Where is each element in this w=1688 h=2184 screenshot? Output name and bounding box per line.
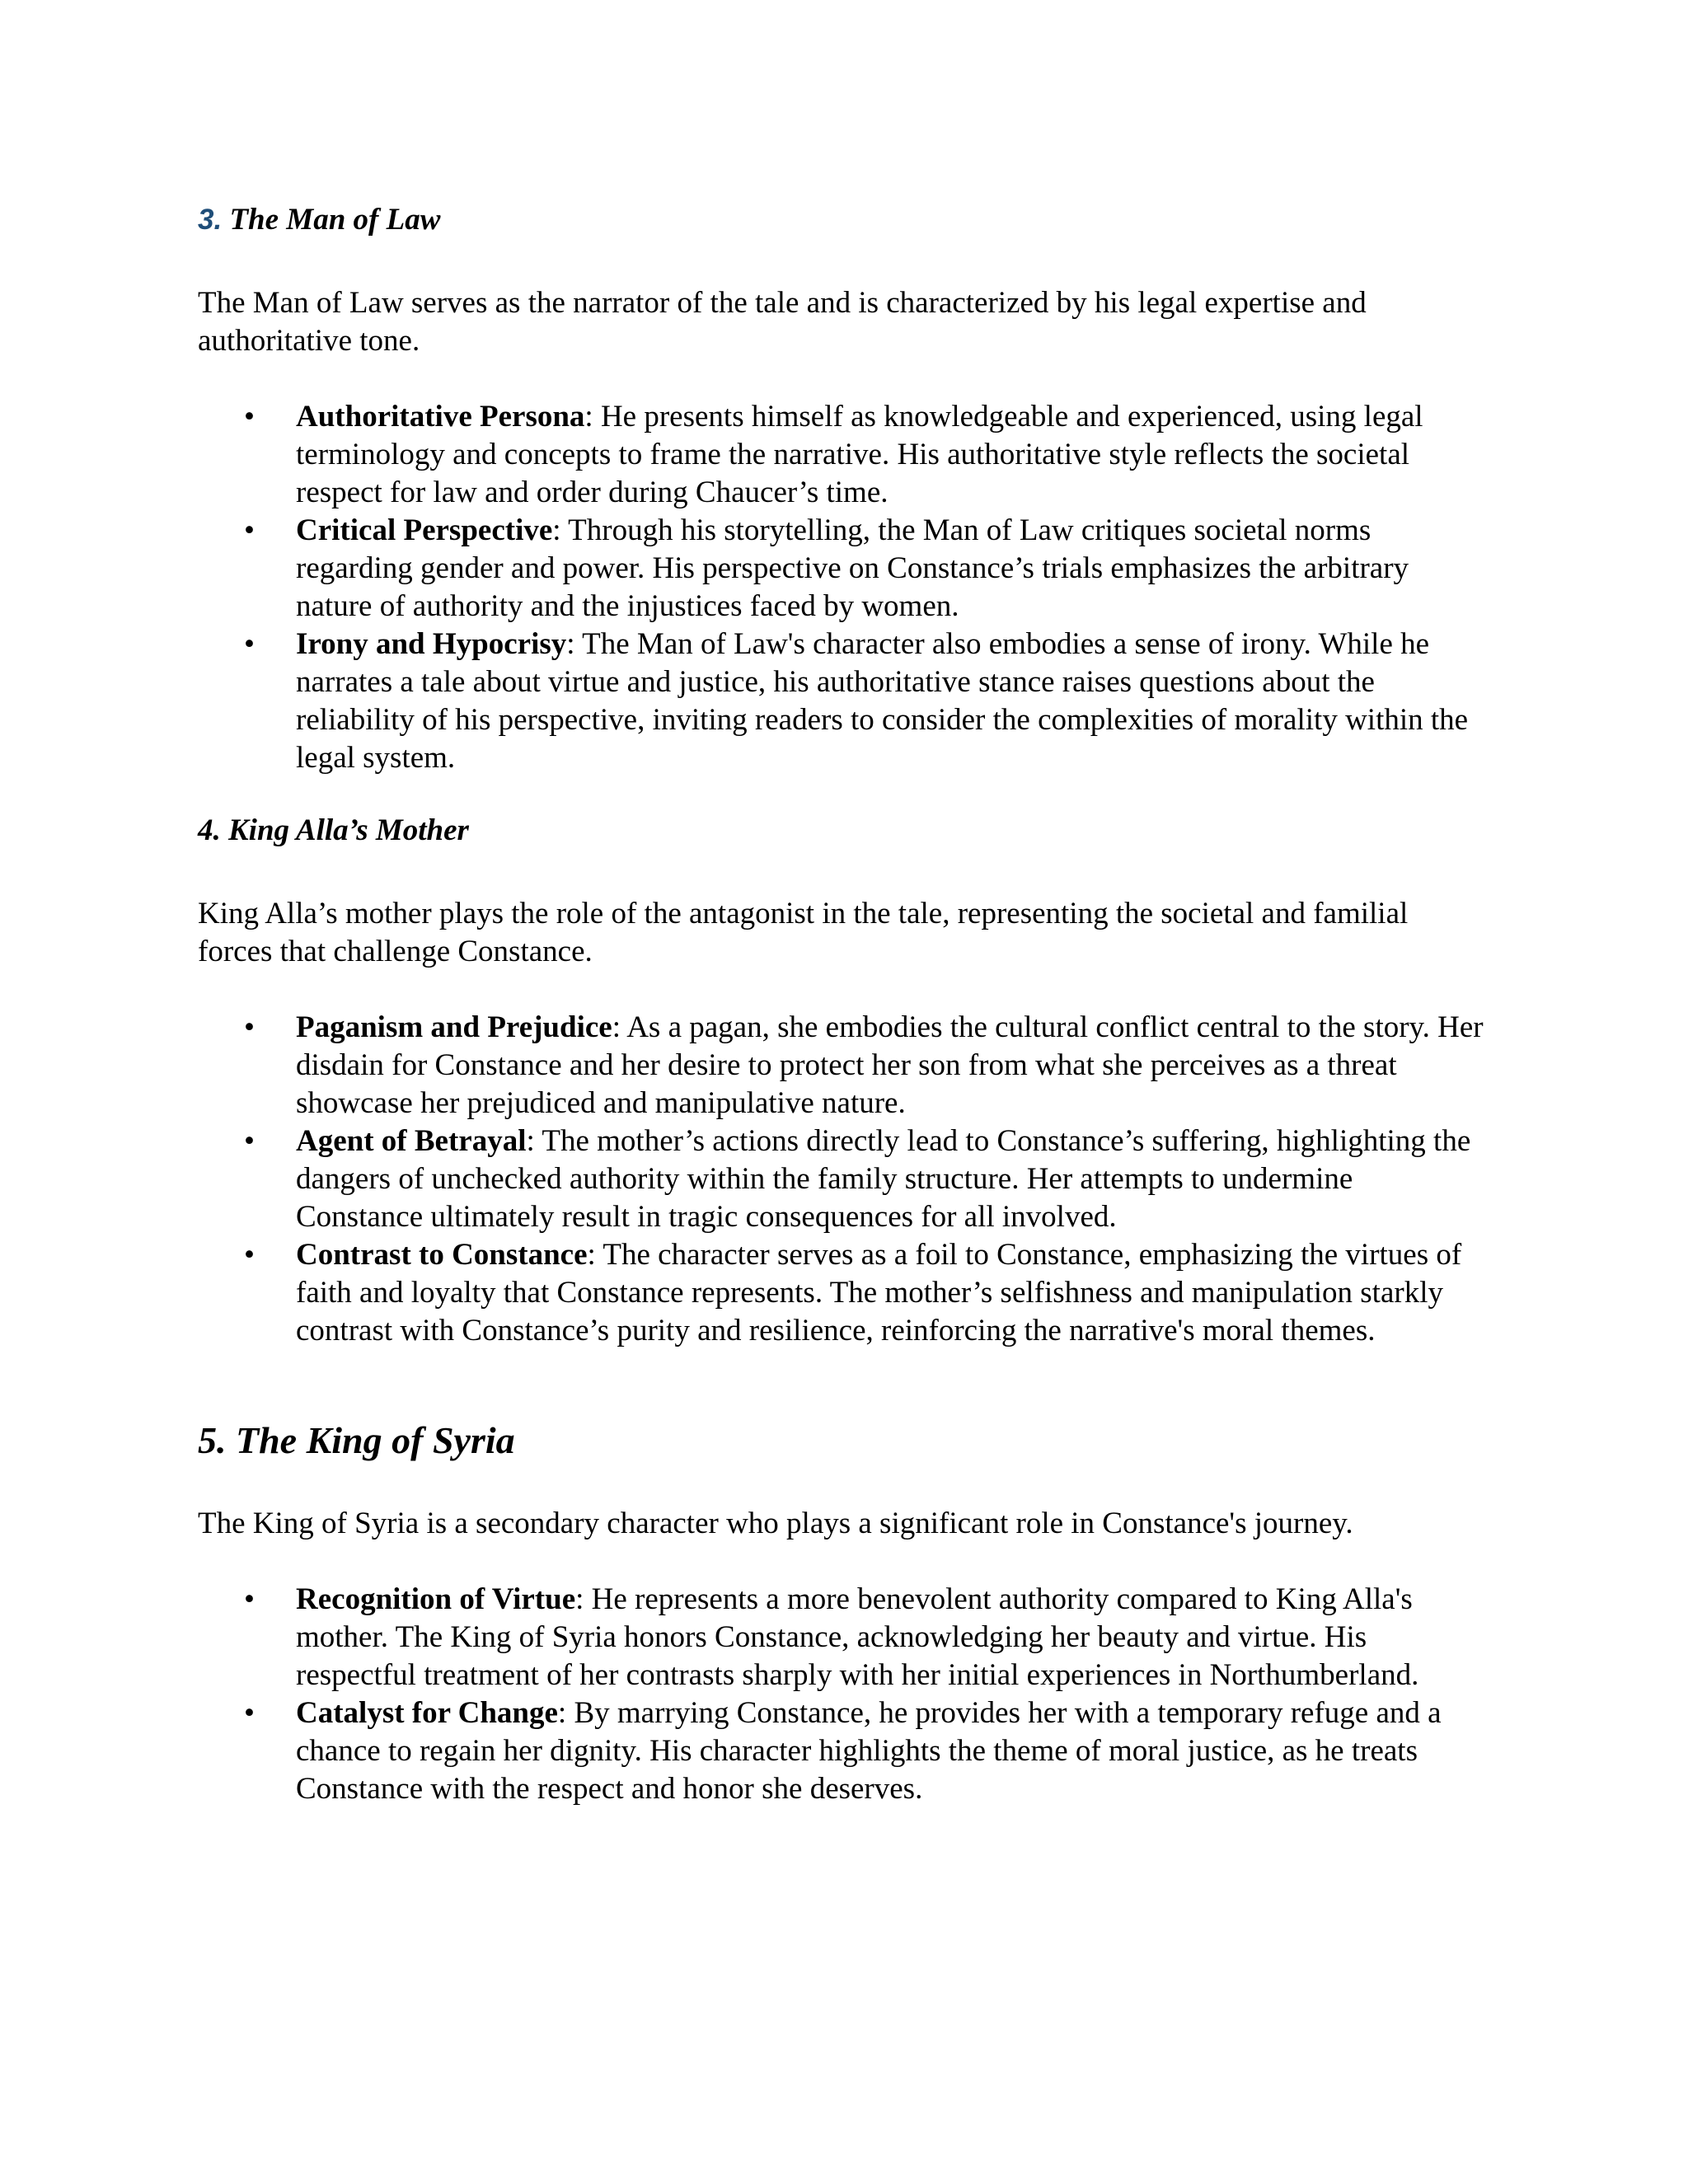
list-item	[198, 1581, 1484, 1694]
bullet-dot: •	[244, 1696, 255, 1730]
item-text: : Through his storytelling, the Man of Law critiques societal norms regarding gender and power. His perspective on Constance’s trials emphasizes the arbitrary nature of authority and the injustices faced by women.	[296, 513, 1409, 623]
bullet-list	[198, 1581, 1484, 1808]
item-term: Recognition of Virtue	[296, 1582, 576, 1616]
list-item	[198, 1236, 1484, 1350]
item-term: Irony and Hypocrisy	[296, 627, 567, 661]
bullet-dot: •	[244, 513, 255, 547]
item-text: : By marrying Constance, he provides her with a temporary refuge and a chance to regain her dignity. His character highlights the theme of moral justice, as he treats Constance with the respect and honor she deserves.	[296, 1696, 1442, 1806]
bullet-dot: •	[244, 1582, 255, 1616]
item-text: : The character serves as a foil to Constance, emphasizing the virtues of faith and loyalty that Constance represents. The mother’s selfishness and manipulation starkly contrast with Constance’s purity and resilience, reinforcing the narrative's moral themes.	[296, 1238, 1462, 1347]
section-title: The King of Syria	[236, 1419, 515, 1461]
section-intro-wrap	[198, 284, 1484, 360]
item-term: Paganism and Prejudice	[296, 1010, 612, 1044]
section-king-allas-mother	[198, 812, 1484, 850]
item-text: : The mother’s actions directly lead to Constance’s suffering, highlighting the dangers of unchecked authority within the family structure. Her attempts to undermine Constance ultimately result in tragic consequences for all involved.	[296, 1124, 1471, 1234]
item-text: : As a pagan, she embodies the cultural conflict central to the story. Her disdain for Constance and her desire to protect her son from what she perceives as a threat showcase her prejudiced and manipulative nature.	[296, 1010, 1484, 1120]
bullet-list-wrap	[198, 1581, 1484, 1808]
bullet-list-wrap	[198, 1009, 1484, 1350]
list-item	[198, 626, 1484, 777]
list-item	[198, 1009, 1484, 1122]
bullet-list	[198, 1009, 1484, 1350]
item-term: Catalyst for Change	[296, 1696, 558, 1730]
bullet-list-wrap	[198, 398, 1484, 777]
item-text: : He represents a more benevolent authority compared to King Alla's mother. The King of Syria honors Constance, acknowledging her beauty and virtue. His respectful treatment of her contrasts sharply with her initial experiences in Northumberland.	[296, 1582, 1419, 1692]
section-number: 3.	[198, 204, 223, 236]
section-intro: The King of Syria is a secondary character who plays a significant role in Constance's journey.	[198, 1507, 1353, 1540]
bullet-dot: •	[244, 1010, 255, 1044]
section-intro-wrap	[198, 1505, 1484, 1543]
section-heading	[198, 812, 1484, 850]
item-term: Critical Perspective	[296, 513, 553, 547]
section-number: 5.	[198, 1419, 227, 1461]
list-item	[198, 1694, 1484, 1808]
bullet-dot: •	[244, 1124, 255, 1158]
bullet-dot: •	[244, 627, 255, 661]
section-title: King Alla’s Mother	[228, 813, 469, 847]
section-intro-wrap	[198, 895, 1484, 971]
bullet-dot: •	[244, 400, 255, 434]
section-title: The Man of Law	[229, 203, 441, 237]
item-text: : He presents himself as knowledgeable and experienced, using legal terminology and concepts to frame the narrative. His authoritative style reflects the societal respect for law and order during Chaucer’s time.	[296, 400, 1423, 509]
item-term: Contrast to Constance	[296, 1238, 588, 1272]
bullet-list	[198, 398, 1484, 777]
item-term: Agent of Betrayal	[296, 1124, 527, 1158]
list-item	[198, 398, 1484, 512]
section-intro: King Alla’s mother plays the role of the antagonist in the tale, representing the societal and familial forces that challenge Constance.	[198, 897, 1409, 968]
section-king-of-syria	[198, 1418, 1484, 1464]
bullet-dot: •	[244, 1238, 255, 1272]
section-number: 4.	[198, 813, 221, 847]
list-item	[198, 512, 1484, 626]
list-item	[198, 1122, 1484, 1236]
section-heading	[198, 201, 1484, 239]
section-heading	[198, 1418, 1484, 1464]
section-man-of-law	[198, 201, 1484, 239]
section-intro: The Man of Law serves as the narrator of the tale and is characterized by his legal expertise and authoritative tone.	[198, 286, 1367, 358]
item-text: : The Man of Law's character also embodies a sense of irony. While he narrates a tale about virtue and justice, his authoritative stance raises questions about the reliability of his perspective, inviting readers to consider the complexities of morality within the legal system.	[296, 627, 1469, 775]
item-term: Authoritative Persona	[296, 400, 585, 434]
